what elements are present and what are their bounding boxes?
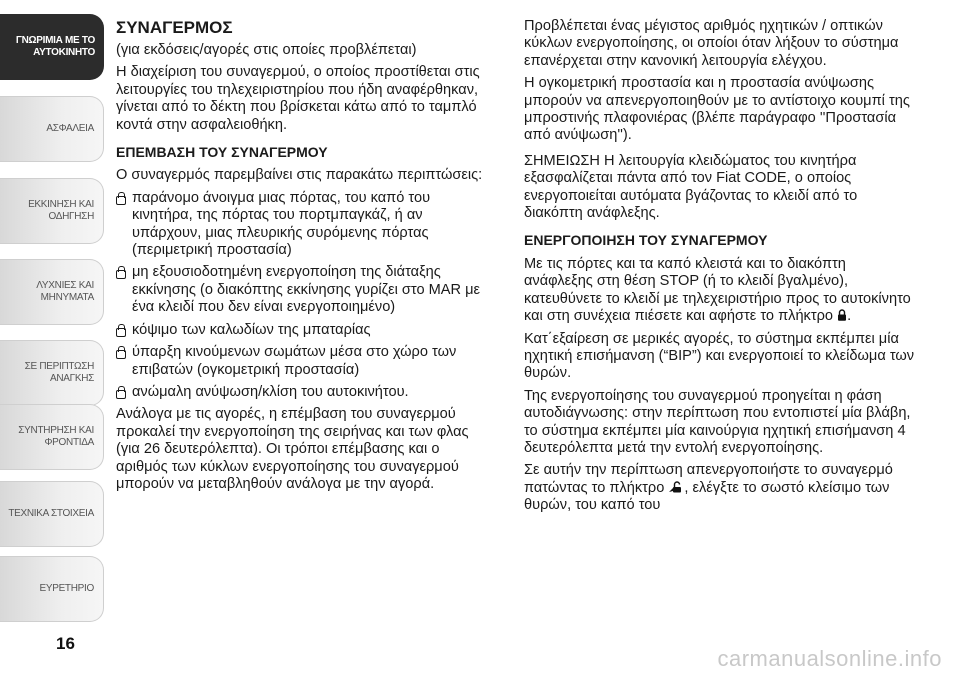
sidebar-nav — [0, 0, 104, 678]
tab-label: ΕΥΡΕΤΗΡΙΟ — [39, 583, 94, 594]
tab-label: ΕΚΚΙΝΗΣΗ ΚΑΙ ΟΔΗΓΗΣΗ — [28, 199, 94, 222]
tab-label: ΣΥΝΤΗΡΗΣΗ ΚΑΙ ΦΡΟΝΤΙΔΑ — [18, 425, 94, 448]
deactivation-paragraph — [524, 462, 916, 514]
tab-label: ΛΥΧΝΙΕΣ ΚΑΙ ΜΗΝΥΜΑΤΑ — [36, 280, 94, 303]
tab-emergency[interactable] — [0, 340, 104, 406]
tab-starting-driving[interactable] — [0, 178, 104, 244]
deactivation-text-end: , ελέγξτε το σωστό κλείσιμο των θυρών, του καπό του — [524, 479, 890, 514]
closing-paragraph: Ανάλογα με τις αγορές, η επέμβαση του συναγερμού προκαλεί την ενεργοποίηση της σειρήνας και των φλας (για 26 δευτερόλεπτα). Οι τρόποι επέμβασης και ο αριθμός των κύκλων ενεργοποίησης του συναγερμού μπορούν να μεταβληθούν ανάλογα με την αγορά. — [116, 406, 469, 492]
tab-warning-lights[interactable] — [0, 259, 104, 325]
watermark: carmanualsonline.info — [717, 646, 942, 671]
beep-paragraph: Κατ΄εξαίρεση σε μερικές αγορές, το σύστημα εκπέμπει μία ηχητική επισήμανση (“BIP”) και ενεργοποιεί το κλείδωμα των θυρών. — [524, 330, 915, 382]
list-item: παράνομο άνοιγμα μιας πόρτας, του καπό του κινητήρα, της πόρτας του πορτμπαγκάζ, ή αν υπάρχουν, μιας πλευρικής συρόμενης πόρτας (περιμετρική προστασία) — [116, 190, 494, 260]
tab-technical-data[interactable] — [0, 481, 104, 547]
tab-label: ΑΣΦΑΛΕΙΑ — [46, 123, 94, 134]
lead-paragraph: Ο συναγερμός παρεμβαίνει στις παρακάτω περιπτώσεις: — [116, 167, 483, 184]
section-subtitle: (για εκδόσεις/αγορές στις οποίες προβλέπεται) — [116, 42, 417, 58]
tab-index[interactable] — [0, 556, 104, 622]
tab-label: ΣΕ ΠΕΡΙΠΤΩΣΗ ΑΝΑΓΚΗΣ — [24, 361, 94, 384]
activation-paragraph — [524, 256, 916, 326]
alarm-activation-heading: ΕΝΕΡΓΟΠΟΙΗΣΗ ΤΟΥ ΣΥΝΑΓΕΡΜΟΥ — [524, 232, 768, 249]
list-item: ανώμαλη ανύψωση/κλίση του αυτοκινήτου. — [116, 384, 494, 401]
note-paragraph: ΣΗΜΕΙΩΣΗ Η λειτουργία κλειδώματος του κινητήρα εξασφαλίζεται πάντα από τον Fiat CODE, ο οποίος ενεργοποιείται αυτόματα βγάζοντας το κλειδί από το διακόπτη ανάφλεξης. — [524, 152, 858, 222]
lock-icon — [837, 309, 847, 321]
section-title: ΣΥΝΑΓΕΡΜΟΣ — [116, 18, 233, 37]
cycles-paragraph: Προβλέπεται ένας μέγιστος αριθμός ηχητικών / οπτικών κύκλων ενεργοποίησης, οι οποίοι όταν λήξουν το σύστημα επανέρχεται στην κανονική λειτουργία ελέγχου. — [524, 18, 899, 69]
intro-paragraph: Η διαχείριση του συναγερμού, ο οποίος προστίθεται στις λειτουργίες του τηλεχειριστηρίου που ήδη αναφέρθηκαν, γίνεται από το δέκτη που βρίσκεται κάτω από το ταμπλό κοντά στην ασφαλειοθήκη. — [116, 64, 480, 133]
protection-paragraph: Η ογκομετρική προστασία και η προστασία ανύψωσης μπορούν να απενεργοποιηθούν με το αντίστοιχο κουμπί της μπροστινής πλαφονιέρας (βλέπε παράγραφο ''Προστασία από ανύψωση''). — [524, 75, 910, 144]
tab-label: ΤΕΧΝΙΚΑ ΣΤΟΙΧΕΙΑ — [8, 508, 94, 519]
right-column — [524, 18, 916, 520]
tab-safety[interactable] — [0, 96, 104, 162]
unlock-icon — [668, 481, 684, 493]
list-item: ύπαρξη κινούμενων σωμάτων μέσα στο χώρο των επιβατών (ογκομετρική προστασία) — [116, 344, 494, 379]
page-number: 16 — [56, 634, 75, 653]
tab-maintenance[interactable] — [0, 404, 104, 470]
deactivation-text: Σε αυτήν την περίπτωση απενεργοποιήστε το συναγερμό πατώντας το πλήκτρο — [524, 462, 893, 496]
tab-label: ΓΝΩΡΙΜΙΑ ΜΕ ΤΟ ΑΥΤΟΚΙΝΗΤΟ — [15, 35, 95, 58]
activation-text: Με τις πόρτες και τα καπό κλειστά και το διακόπτη ανάφλεξης στη θέση STOP (ή το κλειδί βγαλμένο), κατευθύνετε το κλειδί με τηλεχειριστήριο προς το αυτοκίνητο και στη συνέχεια πιέσετε και αφήστε το πλήκτρο — [524, 255, 911, 325]
self-diagnosis-paragraph: Της ενεργοποίησης του συναγερμού προηγείται η φάση αυτοδιάγνωσης: στην περίπτωση που εντοπιστεί μία βλάβη, το σύστημα εκπέμπει μία καινούργια ηχητική επισήμανση 4 δευτερόλεπτα μετά την εντολή ενεργοποίησης. — [524, 387, 911, 456]
list-item: κόψιμο των καλωδίων της μπαταρίας — [116, 322, 494, 339]
left-column — [116, 18, 494, 498]
activation-text-end: . — [847, 308, 852, 325]
list-item: μη εξουσιοδοτημένη ενεργοποίηση της διάταξης εκκίνησης (ο διακόπτης εκκίνησης γυρίζει στο MAR με ένα κλειδί που δεν είναι ενεργοποιημένο) — [116, 264, 494, 316]
alarm-trigger-heading: ΕΠΕΜΒΑΣΗ ΤΟΥ ΣΥΝΑΓΕΡΜΟΥ — [116, 144, 328, 161]
tab-getting-to-know[interactable] — [0, 14, 104, 80]
